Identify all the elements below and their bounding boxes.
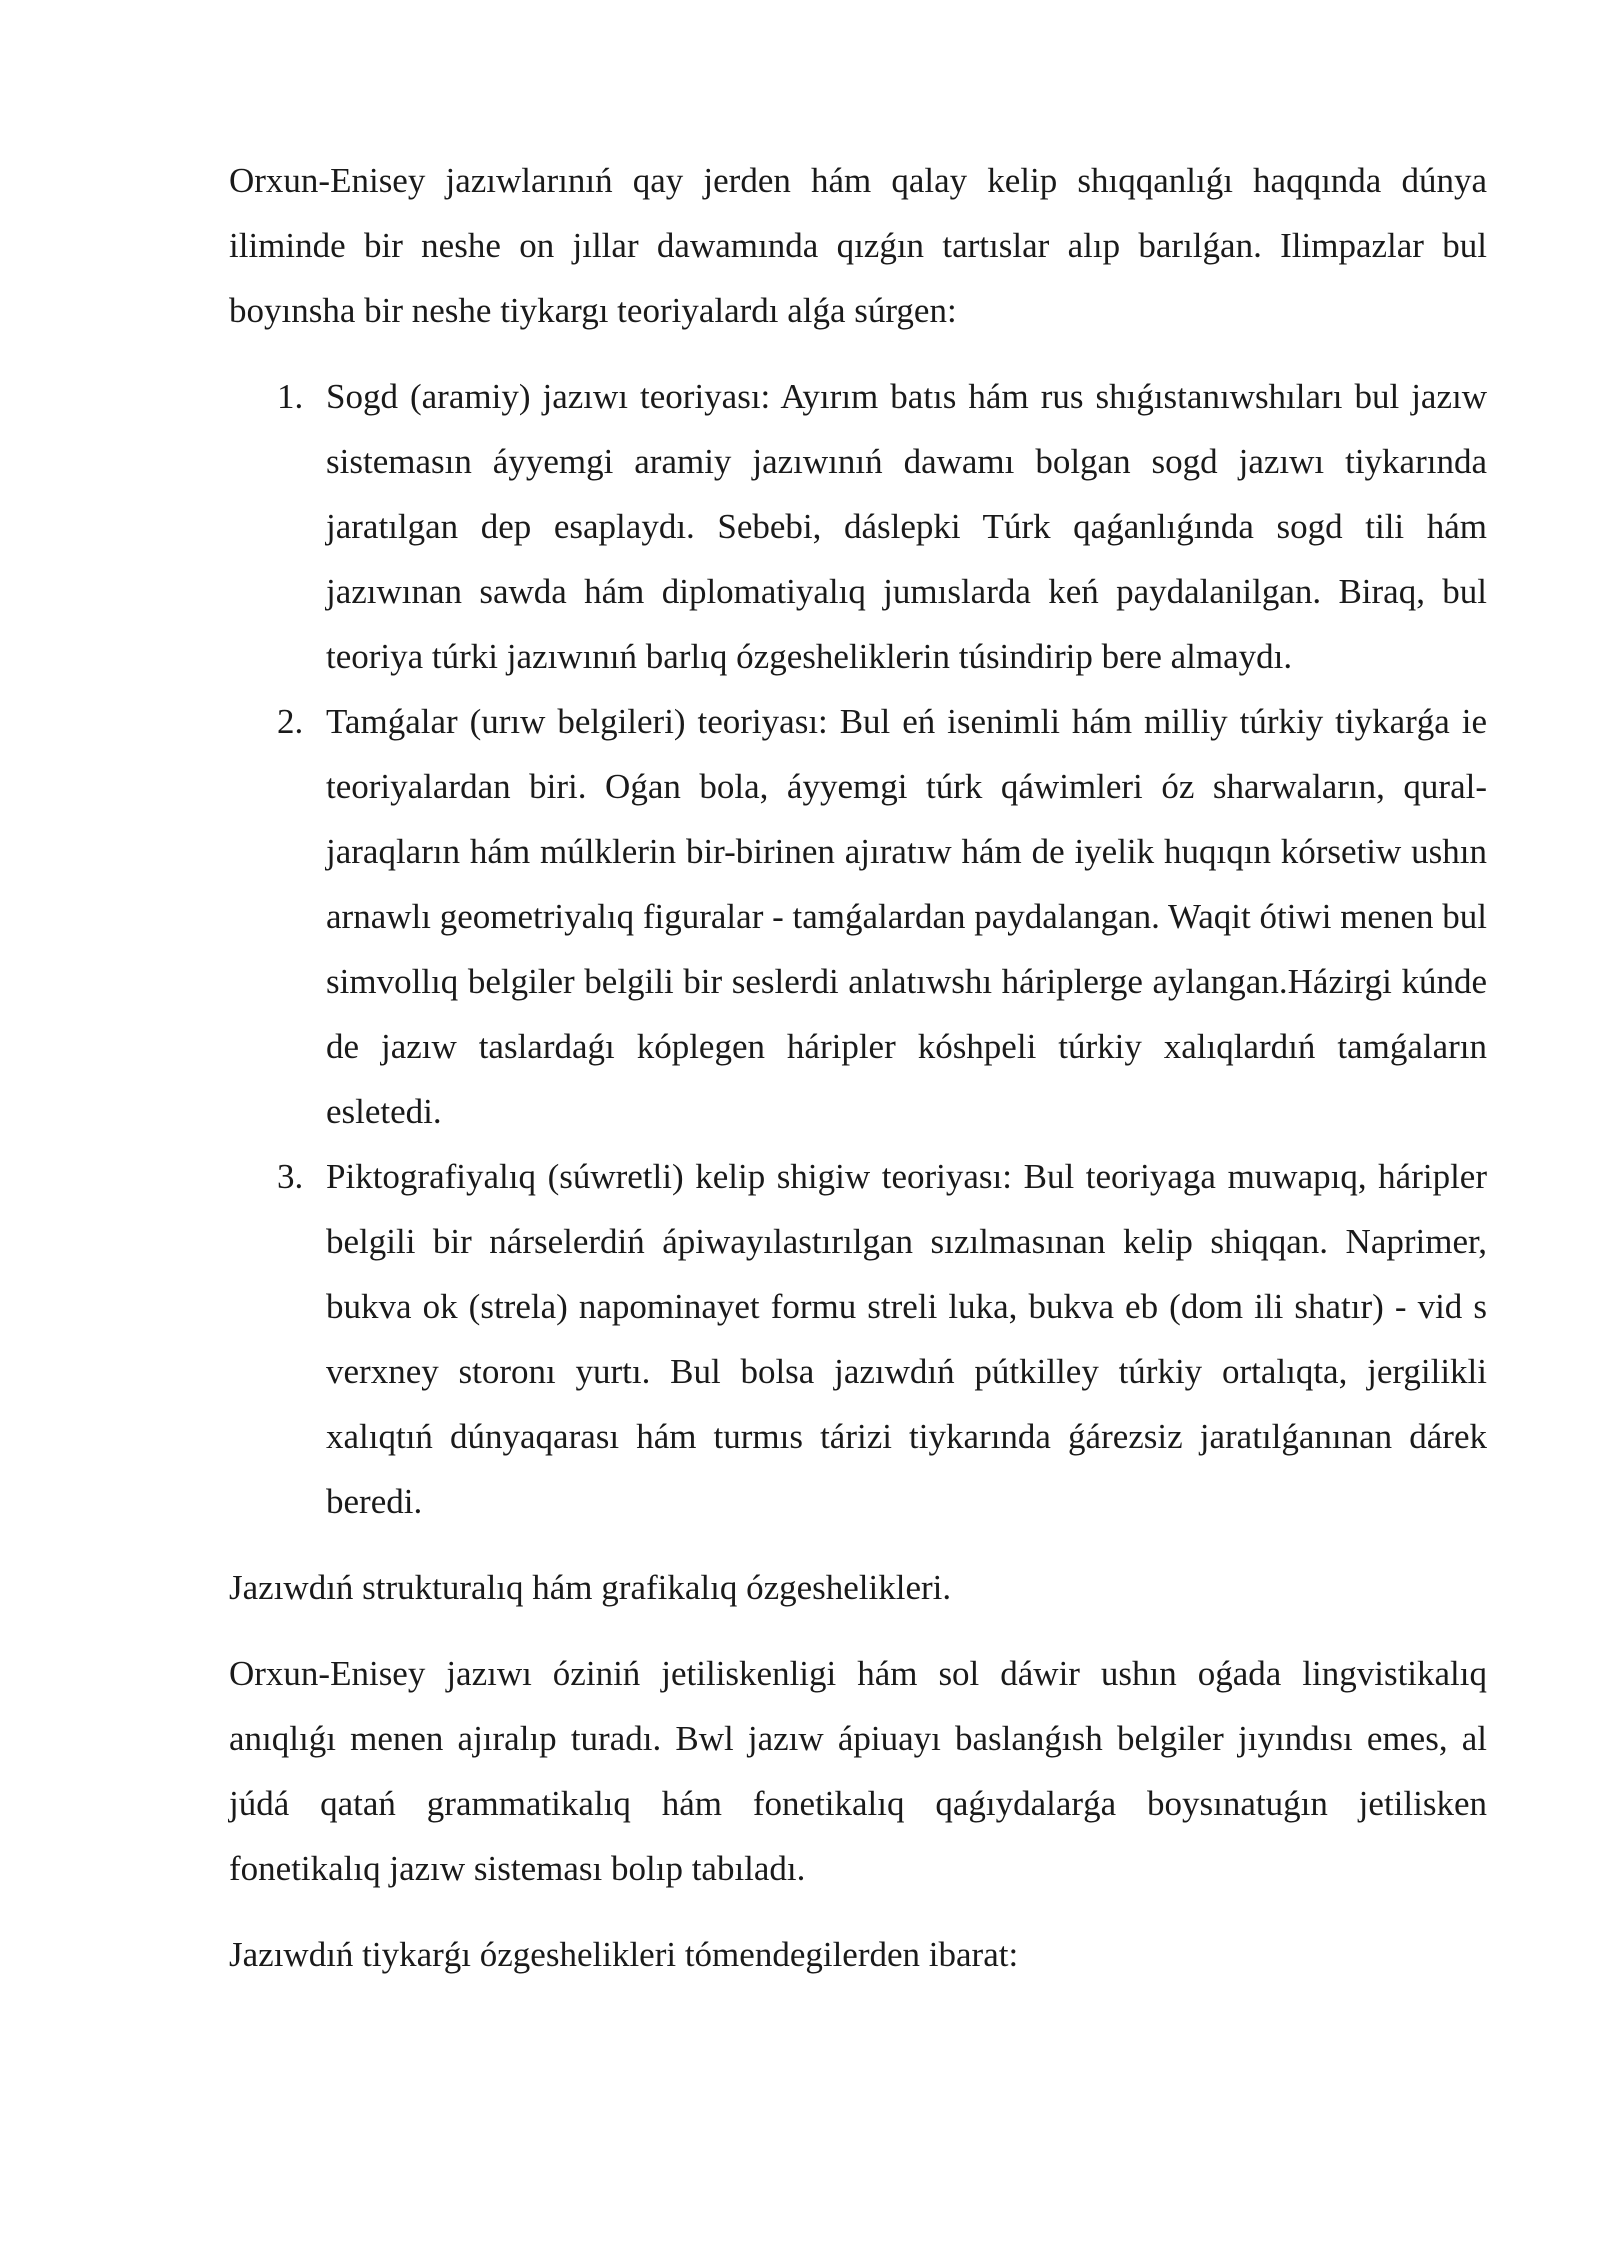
structural-paragraph: Orxun-Enisey jazıwı óziniń jetiliskenligi hám sol dáwir ushın oǵada lingvistikalıq anıqlıǵı menen ajıralıp turadı. Bwl jazıw ápiuayı baslanǵısh belgiler jıyındısı emes, al júdá qatań grammatikalıq hám fonetikalıq qaǵıydalarǵa boysınatuǵın jetilisken fonetikalıq jazıw sisteması bolıp tabıladı. bbox=[229, 1654, 1487, 1888]
theory-item-tamga bbox=[229, 689, 1487, 1144]
theory-text: Tamǵalar (urıw belgileri) teoriyası: Bul eń isenimli hám milliy túrkiy tiykarǵa ie teoriyalardan biri. Oǵan bola, áyyemgi túrk qáwimleri óz sharwaların, qural-jaraqların hám múlklerin bir-birinen ajıratıw hám de iyelik huqıqın kórsetiw ushın arnawlı geometriyalıq figuralar - tamǵalardan paydalangan. Waqit ótiwi menen bul simvollıq belgiler belgili bir seslerdi anlatıwshı háriplerge aylangan.Házirgi kúnde de jazıw taslardaǵı kóplegen háripler kóshpeli túrkiy xalıqlardıń tamǵaların esletedi. bbox=[326, 702, 1487, 1131]
list-number: 2. bbox=[277, 702, 304, 741]
theory-text: Sogd (aramiy) jazıwı teoriyası: Ayırım batıs hám rus shıǵıstanıwshıları bul jazıw sistemasın áyyemgi aramiy jazıwınıń dawamı bolgan sogd jazıwı tiykarında jaratılgan dep esaplaydı. Sebebi, dáslepki Túrk qaǵanlıǵında sogd tili hám jazıwınan sawda hám diplomatiyalıq jumıslarda keń paydalanilgan. Biraq, bul teoriya túrki jazıwınıń barlıq ózgesheliklerin túsindirip bere almaydı. bbox=[326, 377, 1487, 676]
list-number: 1. bbox=[277, 377, 304, 416]
theory-item-sogd bbox=[229, 364, 1487, 689]
theory-text: Piktografiyalıq (súwretli) kelip shigiw teoriyası: Bul teoriyaga muwapıq, háripler belgili bir nárselerdiń ápiwayılastırılgan sızılmasınan kelip shiqqan. Naprimer, bukva ok (strela) napominayet formu streli luka, bukva eb (dom ili shatır) - vid s verxney storonı yurtı. Bul bolsa jazıwdıń pútkilley túrkiy ortalıqta, jergilikli xalıqtıń dúnyaqarası hám turmıs tárizi tiykarında ǵárezsiz jaratılǵanınan dárek beredi. bbox=[326, 1157, 1487, 1521]
theory-item-pictographic bbox=[229, 1144, 1487, 1534]
document-page bbox=[229, 148, 1487, 1987]
section-heading: Jazıwdıń strukturalıq hám grafikalıq ózgeshelikleri. bbox=[229, 1568, 952, 1607]
features-intro-paragraph: Jazıwdıń tiykarǵı ózgeshelikleri tómendegilerden ibarat: bbox=[229, 1935, 1019, 1974]
theories-list bbox=[229, 364, 1487, 1534]
intro-paragraph: Orxun-Enisey jazıwlarınıń qay jerden hám qalay kelip shıqqanlıǵı haqqında dúnya iliminde bir neshe on jıllar dawamında qızǵın tartıslar alıp barılǵan. Ilimpazlar bul boyınsha bir neshe tiykargı teoriyalardı alǵa súrgen: bbox=[229, 161, 1487, 330]
list-number: 3. bbox=[277, 1157, 304, 1196]
